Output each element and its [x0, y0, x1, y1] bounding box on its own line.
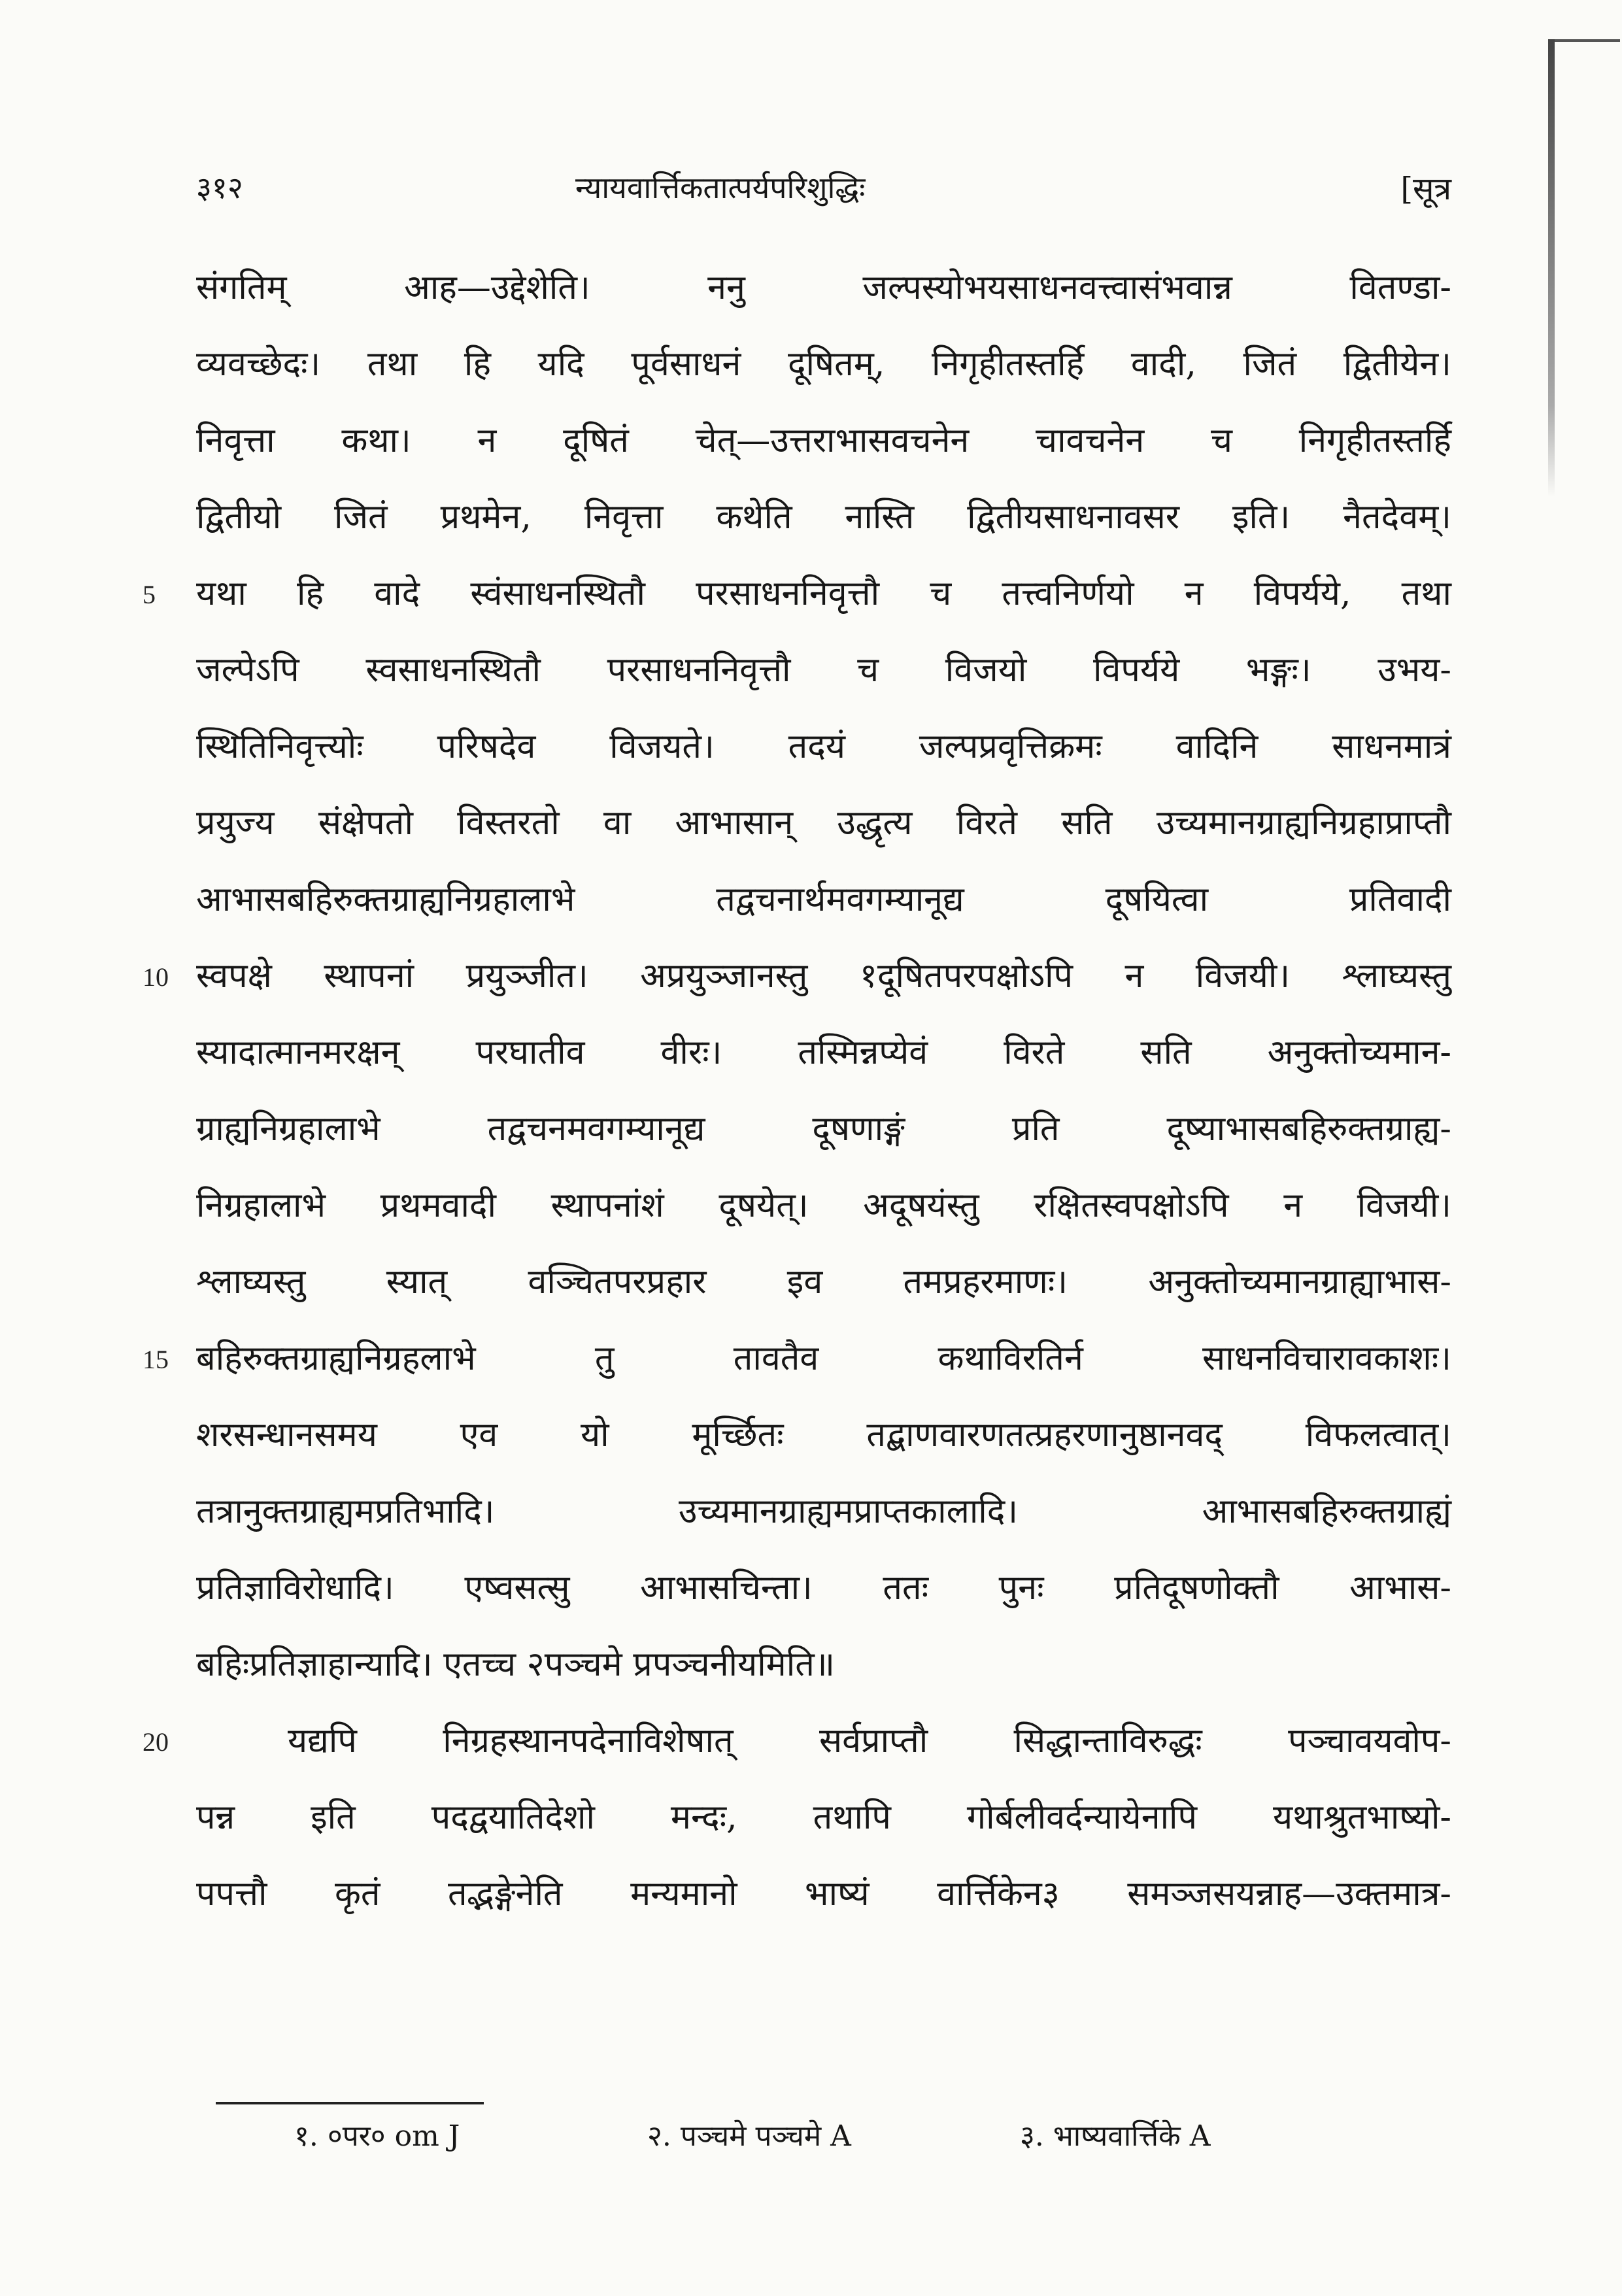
text-line: प्रयुज्य संक्षेपतो विस्तरतो वा आभासान् उद्धृत्य विरते सति उच्यमानग्राह्यनिग्रहाप्राप्तौ — [196, 803, 1451, 843]
footnote: २. पञ्चमे पञ्चमे A — [647, 2119, 851, 2153]
text-line: स्वपक्षे स्थापनां प्रयुञ्जीत। अप्रयुञ्जानस्तु १दूषितपरपक्षोऽपि न विजयी। श्लाघ्यस्तु — [196, 956, 1451, 996]
line-number: 15 — [143, 1345, 169, 1374]
section-mark: [सूत्र — [1400, 171, 1451, 207]
text-line: श्लाघ्यस्तु स्यात् वञ्चितपरप्रहार इव तमप्रहरमाणः। अनुक्तोच्यमानग्राह्याभास- — [196, 1262, 1451, 1302]
text-line: तत्रानुक्तग्राह्यमप्रतिभादि। उच्यमानग्राह्यमप्राप्तकालादि। आभासबहिरुक्तग्राह्यं — [196, 1492, 1451, 1531]
text-line: पन्न इति पदद्वयातिदेशो मन्दः, तथापि गोर्बलीवर्दन्यायेनापि यथाश्रुतभाष्यो- — [196, 1798, 1451, 1837]
text-line: यथा हि वादे स्वंसाधनस्थितौ परसाधननिवृत्तौ च तत्त्वनिर्णयो न विपर्यये, तथा — [196, 574, 1451, 613]
text-line: यद्यपि निग्रहस्थानपदेनाविशेषात् सर्वप्राप्तौ सिद्धान्ताविरुद्धः पञ्चावयवोप- — [288, 1721, 1451, 1761]
page-header — [196, 167, 1451, 226]
scan-edge-bar — [1555, 39, 1620, 42]
text-line: प्रतिज्ञाविरोधादि। एष्वसत्सु आभासचिन्ता। ततः पुनः प्रतिदूषणोक्तौ आभास- — [196, 1568, 1451, 1608]
line-number: 20 — [143, 1727, 169, 1757]
running-title: न्यायवार्त्तिकतात्पर्यपरिशुद्धिः — [575, 170, 866, 205]
text-line: जल्पेऽपि स्वसाधनस्थितौ परसाधननिवृत्तौ च विजयो विपर्यये भङ्गः। उभय- — [196, 650, 1451, 690]
footnote: ३. भाष्यवार्त्तिके A — [1020, 2119, 1211, 2153]
footnote: १. ०पर० om J — [294, 2119, 460, 2153]
text-line: निग्रहालाभे प्रथमवादी स्थापनांशं दूषयेत्। अदूषयंस्तु रक्षितस्वपक्षोऽपि न विजयी। — [196, 1186, 1451, 1225]
text-line: संगतिम् आह—उद्देशेति। ननु जल्पस्योभयसाधनवत्त्वासंभवान्न वितण्डा- — [196, 268, 1451, 307]
line-number: 5 — [143, 580, 156, 609]
text-line: पपत्तौ कृतं तद्भङ्गेनेति मन्यमानो भाष्यं वार्त्तिकेन३ समञ्जसयन्नाह—उक्तमात्र- — [196, 1874, 1451, 1914]
text-line: व्यवच्छेदः। तथा हि यदि पूर्वसाधनं दूषितम्, निगृहीतस्तर्हि वादी, जितं द्वितीयेन। — [196, 345, 1451, 384]
footnotes — [294, 2115, 1373, 2167]
page-number: ३१२ — [196, 170, 243, 205]
scan-edge-mark — [1548, 39, 1555, 497]
text-line: स्यादात्मानमरक्षन् परघातीव वीरः। तस्मिन्नप्येवं विरते सति अनुक्तोच्यमान- — [196, 1033, 1451, 1072]
text-line: आभासबहिरुक्तग्राह्यनिग्रहालाभे तद्वचनार्थमवगम्यानूद्य दूषयित्वा प्रतिवादी — [196, 880, 1451, 919]
text-line: शरसन्धानसमय एव यो मूर्च्छितः तद्बाणवारणतत्प्रहरणानुष्ठानवद् विफलत्वात्। — [196, 1415, 1451, 1455]
text-line: बहिरुक्तग्राह्यनिग्रहलाभे तु तावतैव कथाविरतिर्न साधनविचारावकाशः। — [196, 1339, 1451, 1378]
text-line: निवृत्ता कथा। न दूषितं चेत्—उत्तराभासवचनेन चावचनेन च निगृहीतस्तर्हि — [196, 421, 1451, 460]
line-number: 10 — [143, 962, 169, 992]
text-line: बहिःप्रतिज्ञाहान्यादि। एतच्च २पञ्चमे प्रपञ्चनीयमिति॥ — [196, 1645, 836, 1684]
text-line: ग्राह्यनिग्रहालाभे तद्वचनमवगम्यानूद्य दूषणाङ्गं प्रति दूष्याभासबहिरुक्तग्राह्य- — [196, 1109, 1451, 1149]
text-line: द्वितीयो जितं प्रथमेन, निवृत्ता कथेति नास्ति द्वितीयसाधनावसर इति। नैतदेवम्। — [196, 498, 1451, 537]
footnote-rule — [216, 2102, 484, 2104]
text-line: स्थितिनिवृत्त्योः परिषदेव विजयते। तदयं जल्पप्रवृत्तिक्रमः वादिनि साधनमात्रं — [196, 727, 1451, 766]
